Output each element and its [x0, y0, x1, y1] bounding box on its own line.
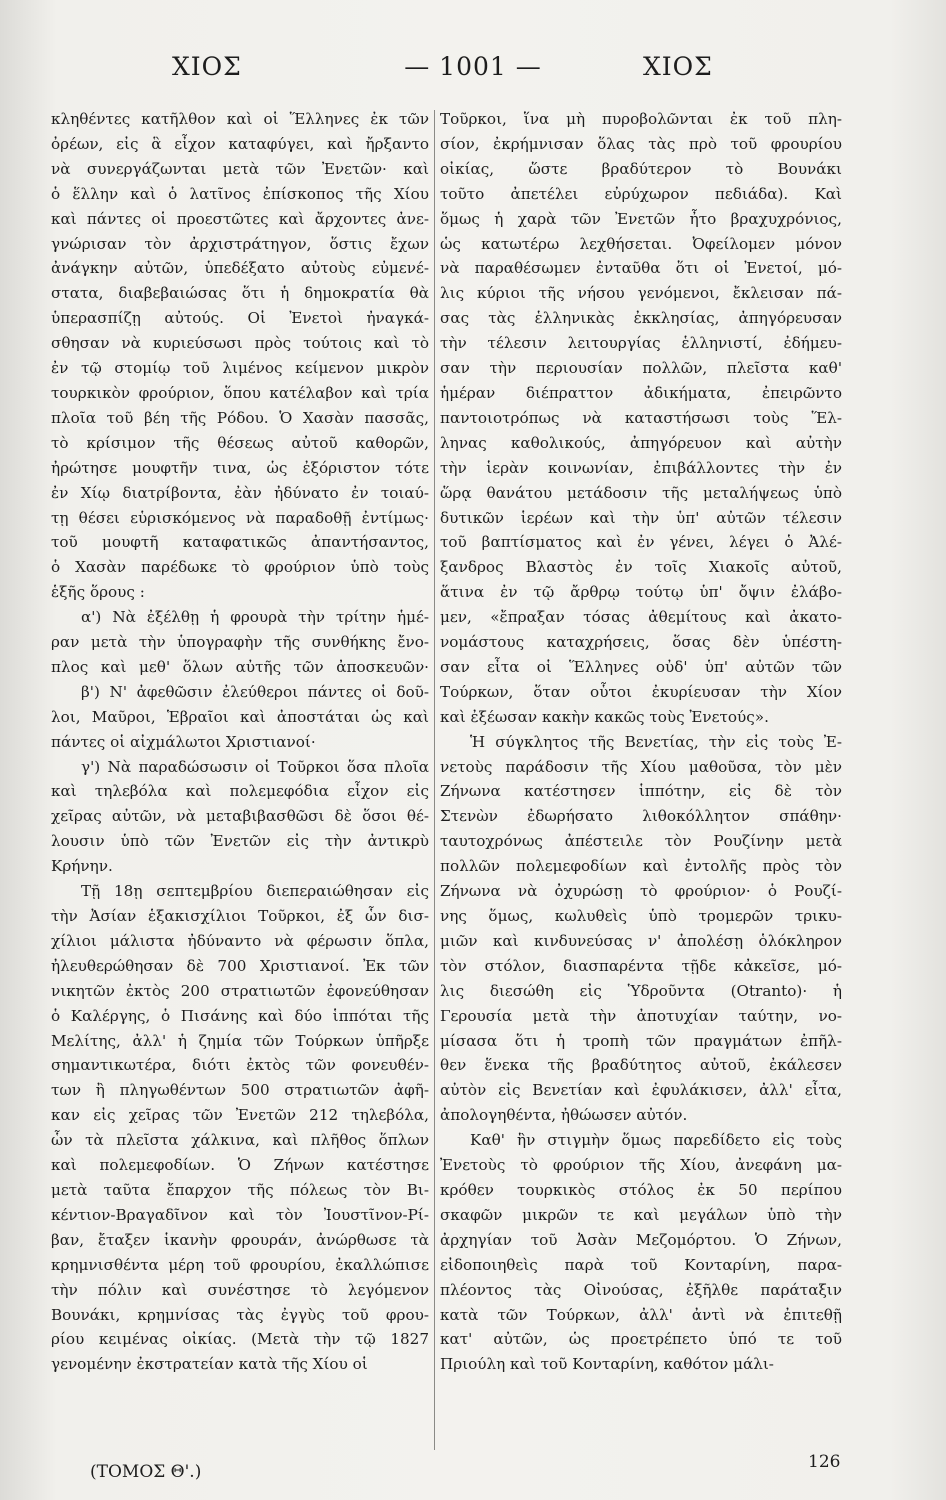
text-line: ρίου κειμένας οἰκίας. (Μετὰ τὴν τῷ 1827 — [51, 1330, 429, 1349]
text-line: Στενὼν ἐδωρήσατο λιθοκόλλητον σπάθην· — [440, 807, 842, 826]
text-line: α') Νὰ ἐξέλθῃ ἡ φρουρὰ τὴν τρίτην ἡμέ- — [81, 608, 429, 627]
text-line: τοῦ βαπτίσματος καὶ ἐν γένει, λέγει ὁ Ἀλέ- — [440, 533, 842, 552]
text-line: κρημνισθέντα μέρη τοῦ φρουρίου, ἐκαλλώπισε — [51, 1255, 429, 1274]
text-line: κρόθεν τουρκικὸς στόλος ἐκ 50 περίπου — [440, 1180, 842, 1199]
text-line: γενομένην ἐκστρατείαν κατὰ τῆς Χίου οἱ — [51, 1355, 368, 1374]
text-line: λουσιν ὑπὸ τῶν Ἐνετῶν εἰς τὴν ἀντικρὺ — [51, 832, 429, 851]
text-line: Μελίτης, ἀλλ' ἡ ζημία τῶν Τούρκων ὑπῆρξε — [51, 1031, 429, 1050]
text-line: σθησαν νὰ κυριεύσωσι πρὸς τούτοις καὶ τὸ — [51, 334, 429, 353]
text-line: Τῇ 18ῃ σεπτεμβρίου διεπεραιώθησαν εἰς — [81, 882, 429, 901]
text-line: πλέοντος τὰς Οἰνούσας, ἐξῆλθε παράταξιν — [440, 1280, 842, 1299]
text-line: πλος καὶ μεθ' ὅλων αὐτῆς τῶν ἀποσκευῶν· — [51, 657, 429, 676]
text-line: σας τὰς ἑλληνικὰς ἐκκλησίας, ἀπηγόρευσαν — [440, 309, 842, 328]
text-line: Ζήνωνα νὰ ὀχυρώσῃ τὸ φρούριον· ὁ Ρουζί- — [440, 882, 842, 901]
text-line: ἐν τῷ στομίῳ τοῦ λιμένος κείμενον μικρὸν — [51, 359, 429, 378]
left-column — [51, 107, 429, 1477]
text-line: βαν, ἔταξεν ἱκανὴν φρουράν, ἀνώρθωσε τὰ — [51, 1230, 429, 1249]
text-line: σαν εἶτα οἱ Ἕλληνες οὐδ' ὑπ' αὐτῶν τῶν — [440, 657, 842, 676]
text-line: Βουνάκι, κρημνίσας τὰς ἐγγὺς τοῦ φρου- — [51, 1305, 429, 1324]
text-line: σαν τὴν περιουσίαν πολλῶν, πλεῖστα καθ' — [440, 359, 842, 378]
text-line: Πριούλη καὶ τοῦ Κονταρίνη, καθότον μάλι- — [440, 1355, 774, 1374]
text-line: ἀρχηγίαν τοῦ Ἀσὰν Μεζομόρτου. Ὁ Ζήνων, — [440, 1230, 842, 1249]
signature-mark: 126 — [808, 1452, 841, 1472]
text-line: ἀνάγκην αὐτῶν, ὑπεδέξατο αὐτοὺς εὐμενέ- — [51, 259, 429, 278]
text-line: μιῶν καὶ κινδυνεύσας ν' ἀπολέσῃ ὁλόκληρον — [440, 931, 842, 950]
text-line: νομάστους καταχρήσεις, ὅσας δὲν ὑπέστη- — [440, 633, 842, 652]
text-line: ὁ Χασὰν παρέδωκε τὸ φρούριον ὑπὸ τοὺς — [51, 558, 429, 577]
text-line: ἅτινα ἐν τῷ ἄρθρῳ τούτῳ ὑπ' ὄψιν ἐλάβο- — [440, 583, 842, 602]
text-line: στατα, διαβεβαιώσας ὅτι ἡ δημοκρατία θὰ — [51, 284, 429, 303]
text-line: ὥρᾳ θανάτου μετάδοσιν τῆς μεταλήψεως ὑπὸ — [440, 483, 842, 502]
text-line: τὴν πόλιν καὶ συνέστησε τὸ λεγόμενον — [51, 1280, 429, 1299]
text-line: πολλῶν πολεμεφοδίων καὶ ἐντολῆς πρὸς τὸν — [440, 857, 842, 876]
text-line: τὸν στόλον, διασπαρέντα τῇδε κἀκεῖσε, μό- — [440, 956, 842, 975]
text-line: τὴν τέλεσιν λειτουργίας ἑλληνιστί, ἐδήμευ- — [440, 334, 842, 353]
running-head-right: ΧΙΟΣ — [643, 52, 713, 81]
text-line: ἠλευθερώθησαν δὲ 700 Χριστιανοί. Ἐκ τῶν — [51, 956, 429, 975]
text-line: ἀπολογηθέντα, ἠθώωσεν αὐτόν. — [440, 1106, 688, 1125]
column-divider — [434, 110, 435, 1450]
text-line: ὅμως ἡ χαρὰ τῶν Ἐνετῶν ἦτο βραχυχρόνιος, — [440, 209, 842, 228]
text-line: τὴν Ἀσίαν ἑξακισχίλιοι Τοῦρκοι, ἐξ ὧν δισ- — [51, 907, 429, 925]
text-line: νετοὺς παράδοσιν τῆς Χίου μαθοῦσα, τὸν μὲν — [440, 757, 842, 776]
text-line: παντοιοτρόπως νὰ καταστήσωσι τοὺς Ἕλ- — [440, 408, 842, 427]
text-line: καν εἰς χεῖρας τῶν Ἐνετῶν 212 τηλεβόλα, — [51, 1106, 429, 1125]
text-line: ξανδρος Βλαστὸς ἐν τοῖς Χιακοῖς αὐτοῦ, — [440, 558, 842, 577]
text-line: αὐτὸν εἰς Βενετίαν καὶ ἐφυλάκισεν, ἀλλ' εἶτα, — [440, 1081, 842, 1100]
text-line: λις διεσώθη εἰς Ὑδροῦντα (Otranto)· ἡ — [440, 981, 842, 1000]
text-line: των ἢ πληγωθέντων 500 στρατιωτῶν ἀφῆ- — [51, 1081, 429, 1100]
text-line: τουρκικὸν φρούριον, ὅπου κατέλαβον καὶ τρία — [51, 383, 429, 402]
text-line: τὸ κρίσιμον τῆς θέσεως αὐτοῦ καθορῶν, — [51, 433, 429, 452]
text-line: μετὰ ταῦτα ἔπαρχον τῆς πόλεως τὸν Βι- — [51, 1180, 429, 1199]
text-line: νης ὅμως, κωλυθεὶς ὑπὸ τρομερῶν τρικυ- — [440, 907, 842, 925]
text-line: Ἡ σύγκλητος τῆς Βενετίας, τὴν εἰς τοὺς Ἐ- — [470, 732, 842, 751]
text-line: σκαφῶν μικρῶν τε καὶ μεγάλων ὑπὸ τὴν — [440, 1205, 842, 1224]
text-line: ἠρώτησε μουφτῆν τινα, ὡς ἐξόριστον τότε — [51, 458, 429, 477]
text-line: Ἐνετοὺς τὸ φρούριον τῆς Χίου, ἀνεφάνη μα- — [440, 1156, 842, 1175]
text-line: δυτικῶν ἱερέων καὶ τὴν ὑπ' αὐτῶν τέλεσιν — [440, 508, 842, 527]
text-line: λις κύριοι τῆς νήσου γενόμενοι, ἔκλεισαν πά- — [440, 284, 842, 303]
text-line: ληνας καθολικούς, ἀπηγόρευον καὶ αὐτὴν — [440, 433, 842, 452]
text-line: σίον, ἐκρήμνισαν ὅλας τὰς πρὸ τοῦ φρουρίου — [440, 134, 842, 153]
page-header — [0, 52, 946, 92]
text-line: καὶ τηλεβόλα καὶ πολεμεφόδια εἶχον εἰς — [51, 782, 429, 801]
text-line: ἑξῆς ὅρους : — [51, 583, 145, 602]
text-line: χεῖρας αὐτῶν, νὰ μεταβιβασθῶσι δὲ ὅσοι θέ- — [51, 807, 429, 826]
text-line: καὶ ἐξέωσαν κακὴν κακῶς τοὺς Ἐνετούς». — [440, 707, 769, 726]
right-column — [440, 107, 842, 1477]
text-line: τῃ θέσει εὑρισκόμενος νὰ παραδοθῇ ἐντίμως· — [51, 508, 429, 527]
text-line: γ') Νὰ παραδώσωσιν οἱ Τοῦρκοι ὅσα πλοῖα — [81, 757, 429, 776]
text-line: Τοῦρκοι, ἵνα μὴ πυροβολῶνται ἐκ τοῦ πλη- — [440, 110, 842, 128]
text-line: ραν μετὰ τὴν ὑπογραφὴν τῆς συνθήκης ἔνο- — [51, 633, 429, 652]
text-line: ὡς κατωτέρω λεχθήσεται. Ὀφείλομεν μόνον — [440, 234, 842, 253]
text-line: ὀρέων, εἰς ἃ εἶχον καταφύγει, καὶ ἤρξαντο — [51, 134, 429, 153]
text-line: καὶ πάντες οἱ προεστῶτες καὶ ἄρχοντες ἀνε- — [51, 209, 429, 228]
text-line: εἰδοποιηθεὶς παρὰ τοῦ Κονταρίνη, παρα- — [440, 1255, 842, 1274]
text-line: τὴν ἱερὰν κοινωνίαν, ἐπιβάλλοντες τὴν ἐν — [440, 458, 842, 477]
text-line: β') Ν' ἀφεθῶσιν ἐλεύθεροι πάντες οἱ δοῦ- — [81, 682, 429, 701]
text-line: μίσασα ὅτι ἡ τροπὴ τῶν πραγμάτων ἐπῆλ- — [440, 1031, 842, 1050]
text-line: κληθέντες κατῆλθον καὶ οἱ Ἕλληνες ἐκ τῶν — [51, 110, 429, 128]
text-line: ὑπερασπίζῃ αὐτούς. Οἱ Ἐνετοὶ ἠναγκά- — [51, 309, 429, 328]
text-line: γνώρισαν τὸν ἀρχιστράτηγον, ὅστις ἔχων — [51, 234, 429, 253]
text-line: θεν ἕνεκα τῆς βραδύτητος αὐτοῦ, ἐκάλεσεν — [440, 1056, 842, 1075]
text-line: Καθ' ἣν στιγμὴν ὅμως παρεδίδετο εἰς τοὺς — [470, 1131, 842, 1150]
text-line: πάντες οἱ αἰχμάλωτοι Χριστιανοί· — [51, 732, 316, 751]
text-line: νικητῶν ἐκτὸς 200 στρατιωτῶν ἐφονεύθησαν — [51, 981, 429, 1000]
text-line: Τούρκων, ὅταν οὗτοι ἐκυρίευσαν τὴν Χίον — [440, 682, 842, 701]
text-line: Κρήνην. — [51, 857, 113, 876]
text-line: ἡμέραν διέπραττον ἀδικήματα, ἐπειρῶντο — [440, 383, 842, 402]
text-line: κατὰ τῶν Τούρκων, ἀλλ' ἀντὶ νὰ ἐπιτεθῇ — [440, 1305, 842, 1324]
text-line: ὁ Καλέργης, ὁ Πισάνης καὶ δύο ἱππόται τῆς — [51, 1006, 429, 1025]
volume-mark: (ΤΟΜΟΣ Θ'.) — [90, 1462, 202, 1482]
text-line: ὧν τὰ πλεῖστα χάλκινα, καὶ πλῆθος ὅπλων — [51, 1131, 429, 1150]
text-line: χίλιοι μάλιστα ἠδύναντο νὰ φέρωσιν ὅπλα, — [51, 931, 429, 950]
text-line: μεν, «ἔπραξαν τόσας ἀθεμίτους καὶ ἀκατο- — [440, 608, 842, 627]
text-line: καὶ πολεμεφοδίων. Ὁ Ζήνων κατέστησε — [51, 1156, 429, 1175]
text-line: ταυτοχρόνως ἀπέστειλε τὸν Ρουζίνην μετὰ — [440, 832, 842, 851]
text-line: νὰ συνεργάζωνται μετὰ τῶν Ἐνετῶν· καὶ — [51, 159, 429, 178]
text-line: κατ' αὐτῶν, ὡς προετρέπετο ὑπό τε τοῦ — [440, 1330, 842, 1349]
text-line: ἐν Χίῳ διατρίβοντα, ἐὰν ἠδύνατο ἐν τοιαύ- — [51, 483, 429, 502]
text-line: ὁ ἕλλην καὶ ὁ λατῖνος ἐπίσκοπος τῆς Χίου — [51, 184, 429, 203]
text-line: νὰ παραθέσωμεν ἐνταῦθα ὅτι οἱ Ἐνετοί, μό- — [440, 259, 842, 278]
page-number: — 1001 — — [404, 52, 542, 81]
text-line: κέντιον-Βραγαδῖνον καὶ τὸν Ἰουστῖνον-Ρί- — [51, 1205, 429, 1224]
text-line: τοῦτο ἀπετέλει εὐρύχωρον πεδιάδα). Καὶ — [440, 184, 842, 203]
text-line: τοῦ μουφτῆ καταφατικῶς ἀπαντήσαντος, — [51, 533, 429, 552]
running-head-left: ΧΙΟΣ — [172, 52, 242, 81]
text-line: οἰκίας, ὥστε βραδύτερον τὸ Βουνάκι — [440, 159, 842, 178]
text-line: Γερουσία μετὰ τὴν ἀποτυχίαν ταύτην, νο- — [440, 1006, 842, 1025]
text-line: Ζήνωνα κατέστησεν ἱππότην, εἰς δὲ τὸν — [440, 782, 842, 801]
text-line: σημαντικωτέρα, διότι ἐκτὸς τῶν φονευθέν- — [51, 1056, 429, 1075]
text-line: λοι, Μαῦροι, Ἑβραῖοι καὶ ἀποστάται ὡς καὶ — [51, 707, 429, 726]
text-line: πλοῖα τοῦ βέη τῆς Ρόδου. Ὁ Χασὰν πασσᾶς, — [51, 408, 429, 427]
